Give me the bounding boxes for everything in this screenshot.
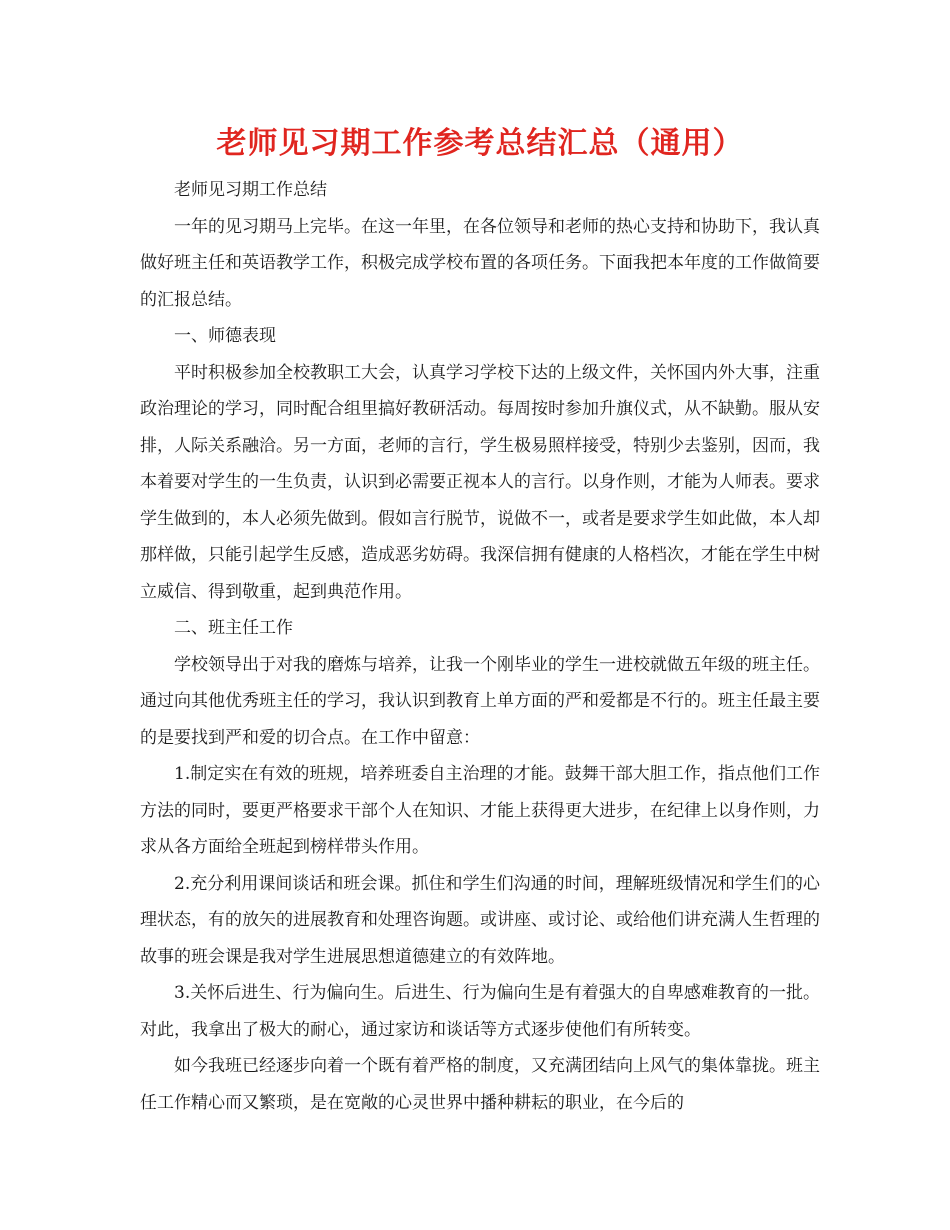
paragraph-conclusion: 如今我班已经逐步向着一个既有着严格的制度，又充满团结向上风气的集体靠拢。班主任工作精心而又繁琐，是在宽敞的心灵世界中播种耕耘的职业，在今后的 [140,1056,820,1113]
section-heading-ethics: 一、师德表现 [174,326,276,346]
paragraph-item-1: 1.制定实在有效的班规，培养班委自主治理的才能。鼓舞干部大胆工作，指点他们工作方法的同时，要更严格要求干部个人在知识、才能上获得更大进步，在纪律上以身作则，力求从各方面给全班起到榜样带头作用。 [140,764,820,857]
paragraph-ethics: 平时积极参加全校教职工大会，认真学习学校下达的上级文件，关怀国内外大事，注重政治理论的学习，同时配合组里搞好教研活动。每周按时参加升旗仪式，从不缺勤。服从安排，人际关系融洽。另一方面，老师的言行，学生极易照样接受，特别少去鉴别，因而，我本着要对学生的一生负责，认识到必需要正视本人的言行。以身作则，才能为人师表。要求学生做到的，本人必须先做到。假如言行脱节，说做不一，或者是要求学生如此做，本人却那样做，只能引起学生反感，造成恶劣妨碍。我深信拥有健康的人格档次，才能在学生中树立威信、得到敬重，起到典范作用。 [140,362,820,602]
paragraph-item-3: 3.关怀后进生、行为偏向生。后进生、行为偏向生是有着强大的自卑感难教育的一批。对此，我拿出了极大的耐心，通过家访和谈话等方式逐步使他们有所转变。 [140,983,820,1040]
document-title: 老师见习期工作参考总结汇总（通用） [216,126,744,161]
paragraph-item-2: 2.充分利用课间谈话和班会课。抓住和学生们沟通的时间，理解班级情况和学生们的心理状态，有的放矢的进展教育和处理咨询题。或讲座、或讨论、或给他们讲充满人生哲理的故事的班会课是我对学生进展思想道德建立的有效阵地。 [140,873,820,967]
paragraph-intro: 一年的见习期马上完毕。在这一年里，在各位领导和老师的热心支持和协助下，我认真做好班主任和英语教学工作，积极完成学校布置的各项任务。下面我把本年度的工作做简要的汇报总结。 [140,216,820,310]
document-subtitle: 老师见习期工作总结 [174,180,327,200]
paragraph-class-teacher: 学校领导出于对我的磨炼与培养，让我一个刚毕业的学生一进校就做五年级的班主任。通过向其他优秀班主任的学习，我认识到教育上单方面的严和爱都是不行的。班主任最主要的是要找到严和爱的切合点。在工作中留意： [140,654,820,748]
section-heading-class-teacher: 二、班主任工作 [174,618,293,638]
